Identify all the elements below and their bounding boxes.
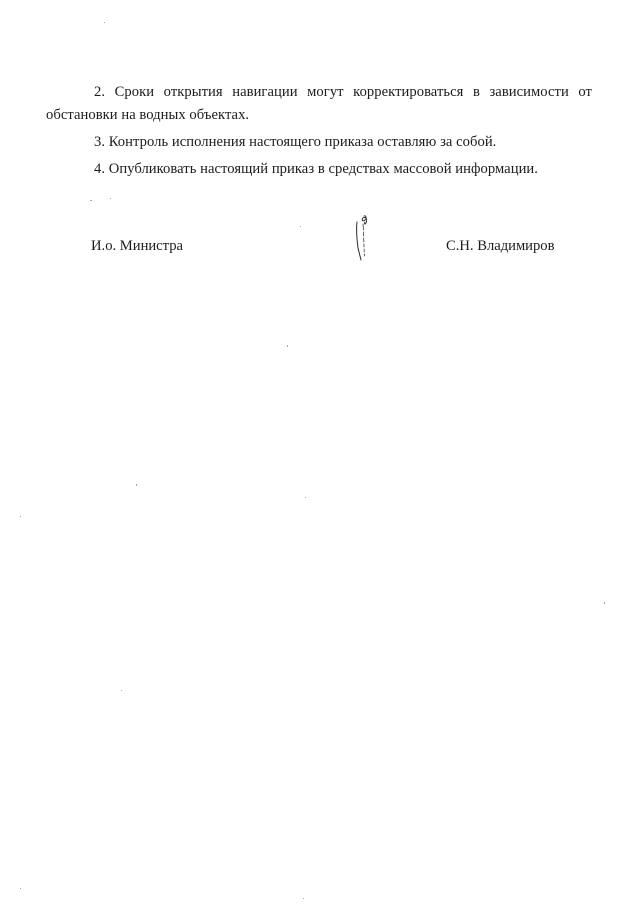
scan-speck xyxy=(121,690,122,691)
scan-speck xyxy=(305,497,306,498)
scan-speck xyxy=(136,484,137,486)
paragraph-2-line-1: 2. Сроки открытия навигации могут корректироваться в зависимости от xyxy=(94,84,592,100)
scan-speck xyxy=(20,516,21,517)
signer-name: С.Н. Владимиров xyxy=(446,238,555,254)
scan-speck xyxy=(300,226,301,227)
scan-speck xyxy=(110,198,111,199)
handwritten-signature xyxy=(344,212,376,262)
scan-speck xyxy=(287,345,288,347)
signer-position-title: И.о. Министра xyxy=(91,238,183,254)
paragraph-2-line-2: обстановки на водных объектах. xyxy=(46,107,250,123)
scan-speck xyxy=(90,200,92,201)
scan-speck xyxy=(20,888,21,889)
paragraph-4: 4. Опубликовать настоящий приказ в средствах массовой информации. xyxy=(94,161,538,177)
scan-speck xyxy=(604,602,605,604)
scan-speck xyxy=(104,22,105,23)
scan-speck xyxy=(303,898,304,899)
paragraph-3: 3. Контроль исполнения настоящего приказа оставляю за собой. xyxy=(94,134,497,150)
